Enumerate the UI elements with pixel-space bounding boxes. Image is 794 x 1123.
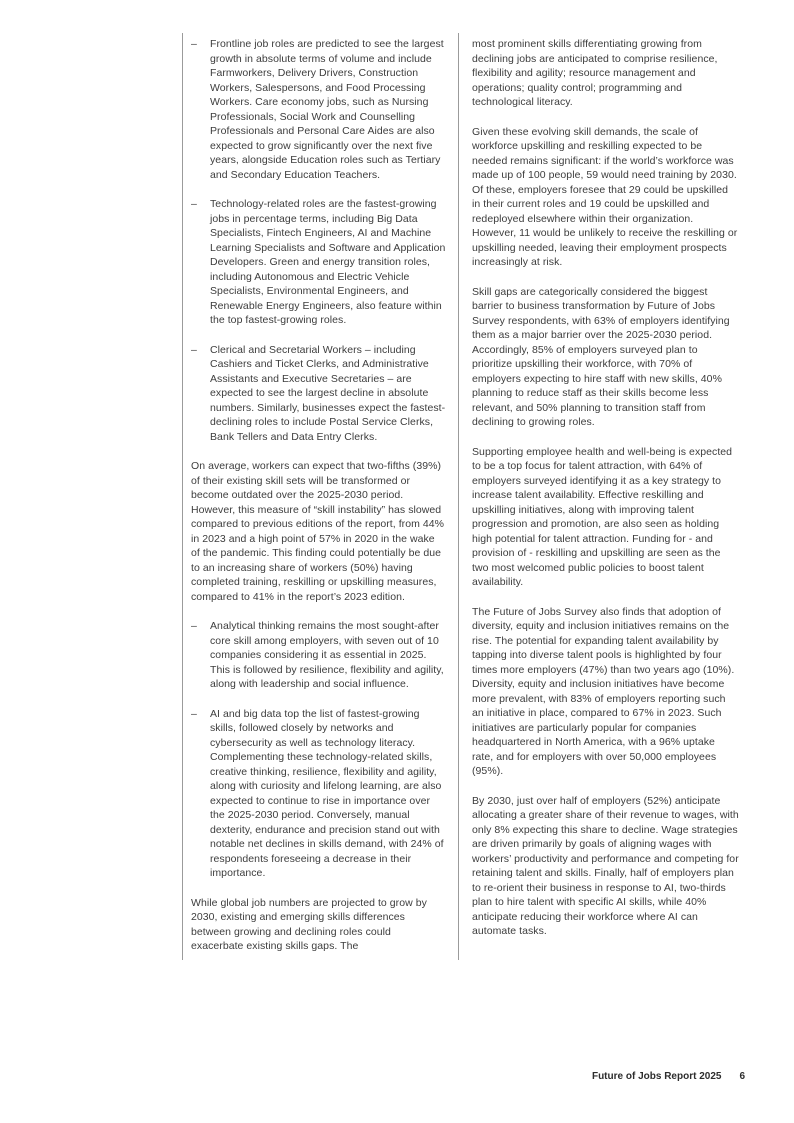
body-paragraph: Supporting employee health and well-being is expected to be a top focus for talent attraction, with 64% of employers surveyed identifying it as a key strategy to increase talent availability. Effective reskilling and upskilling initiatives, along with improving talent progression and promotion, are also seen as holding high potential for talent attraction. Funding for - and provision of - reskilling and upskilling are seen as the two most welcomed public policies to boost talent availability. bbox=[472, 445, 733, 588]
bullet-marker: – bbox=[191, 343, 197, 356]
bullet-item bbox=[191, 343, 446, 445]
body-paragraph: On average, workers can expect that two-fifths (39%) of their existing skill sets will be transformed or become outdated over the 2025-2030 period. However, this measure of “skill instability” has slowed compared to previous editions of the report, from 44% in 2023 and a high point of 57% in 2020 in the wake of the pandemic. This finding could potentially be due to an increasing share of workers (50%) having completed training, reskilling or upskilling measures, compared to 41% in the report’s 2023 edition. bbox=[191, 460, 445, 603]
bullet-text: Analytical thinking remains the most sought-after core skill among employers, with seven out of 10 companies considering it as essential in 2025. This is followed by resilience, flexibility and agility, along with leadership and social influence. bbox=[210, 620, 444, 690]
body-paragraph: Given these evolving skill demands, the scale of workforce upskilling and reskilling expected to be needed remains significant: if the world’s workforce was made up of 100 people, 59 would need training by 2030. Of these, employers foresee that 29 could be upskilled in their current roles and 19 could be upskilled and redeployed elsewhere within their organization. However, 11 would be unlikely to receive the reskilling or upskilling needed, leaving their employment prospects increasingly at risk. bbox=[472, 125, 738, 268]
body-paragraph: Skill gaps are categorically considered the biggest barrier to business transformation by Future of Jobs Survey respondents, with 63% of employers identifying them as a major barrier over the 2025-2030 period. Accordingly, 85% of employers surveyed plan to prioritize upskilling their workforce, with 70% of employers expecting to hire staff with new skills, 40% planning to reduce staff as their skills become less relevant, and 50% planning to transition staff from declining to growing roles. bbox=[472, 285, 730, 428]
bullet-text: Clerical and Secretarial Workers – including Cashiers and Ticket Clerks, and Administrative Assistants and Executive Secretaries – are expected to see the largest decline in absolute numbers. Similarly, businesses expect the fastest-declining roles to include Postal Service Clerks, Bank Tellers and Data Entry Clerks. bbox=[210, 343, 446, 443]
bullet-marker: – bbox=[191, 707, 197, 720]
bullet-text: AI and big data top the list of fastest-growing skills, followed closely by networks and cybersecurity as well as technology literacy. Complementing these technology-related skills, creative thinking, resilience, flexibility and agility, along with curiosity and lifelong learning, are also expected to continue to rise in importance over the 2025-2030 period. Conversely, manual dexterity, endurance and precision stand out with notable net declines in skills demand, with 24% of respondents foreseeing a decrease in their importance. bbox=[210, 707, 444, 879]
left-column bbox=[182, 33, 458, 960]
bullet-item bbox=[191, 37, 446, 182]
bullet-item bbox=[191, 707, 446, 881]
bullet-item bbox=[191, 619, 446, 692]
body-paragraph: The Future of Jobs Survey also finds that adoption of diversity, equity and inclusion initiatives remains on the rise. The potential for expanding talent availability by tapping into diverse talent pools is highlighted by four times more employers (47%) than two years ago (10%). Diversity, equity and inclusion initiatives have become more prevalent, with 83% of employers reporting such an initiative in place, compared to 67% in 2023. Such initiatives are particularly popular for companies headquartered in North America, with a 96% uptake rate, and for employers with over 50,000 employees (95%). bbox=[472, 605, 735, 777]
bullet-text: Frontline job roles are predicted to see the largest growth in absolute terms of volume and include Farmworkers, Delivery Drivers, Construction Workers, Salespersons, and Food Processing Workers. Care economy jobs, such as Nursing Professionals, Social Work and Counselling Professionals and Personal Care Aides are also expected to grow significantly over the next five years, alongside Education roles such as Tertiary and Secondary Education Teachers. bbox=[210, 38, 444, 181]
bullet-marker: – bbox=[191, 38, 197, 50]
right-column bbox=[458, 33, 743, 960]
bullet-item bbox=[191, 197, 446, 328]
page-number: 6 bbox=[739, 1071, 745, 1082]
body-paragraph: By 2030, just over half of employers (52%) anticipate allocating a greater share of their revenue to wages, with only 8% expecting this share to decline. Wage strategies are driven primarily by goals of aligning wages with workers’ productivity and performance and competing for retaining talent and skills. Finally, half of employers plan to re-orient their business in response to AI, two-thirds plan to hire talent with specific AI skills, while 40% anticipate reducing their workforce where AI can automate tasks. bbox=[472, 794, 739, 937]
page-footer bbox=[592, 1071, 745, 1082]
report-title: Future of Jobs Report 2025 bbox=[591, 1071, 722, 1082]
body-paragraph: most prominent skills differentiating growing from declining jobs are anticipated to comprise resilience, flexibility and agility; resource management and operations; quality control; programming and technological literacy. bbox=[472, 38, 718, 108]
body-paragraph: While global job numbers are projected to grow by 2030, existing and emerging skills differences between growing and declining roles could exacerbate existing skills gaps. The bbox=[191, 896, 427, 952]
bullet-text: Technology-related roles are the fastest-growing jobs in percentage terms, including Big Data Specialists, Fintech Engineers, AI and Machine Learning Specialists and Software and Application Developers. Green and energy transition roles, including Autonomous and Electric Vehicle Specialists, Environmental Engineers, and Renewable Energy Engineers, also feature within the top fastest-growing roles. bbox=[210, 198, 446, 326]
bullet-marker: – bbox=[191, 198, 197, 210]
two-column-body bbox=[182, 33, 743, 960]
bullet-marker: – bbox=[191, 620, 197, 632]
